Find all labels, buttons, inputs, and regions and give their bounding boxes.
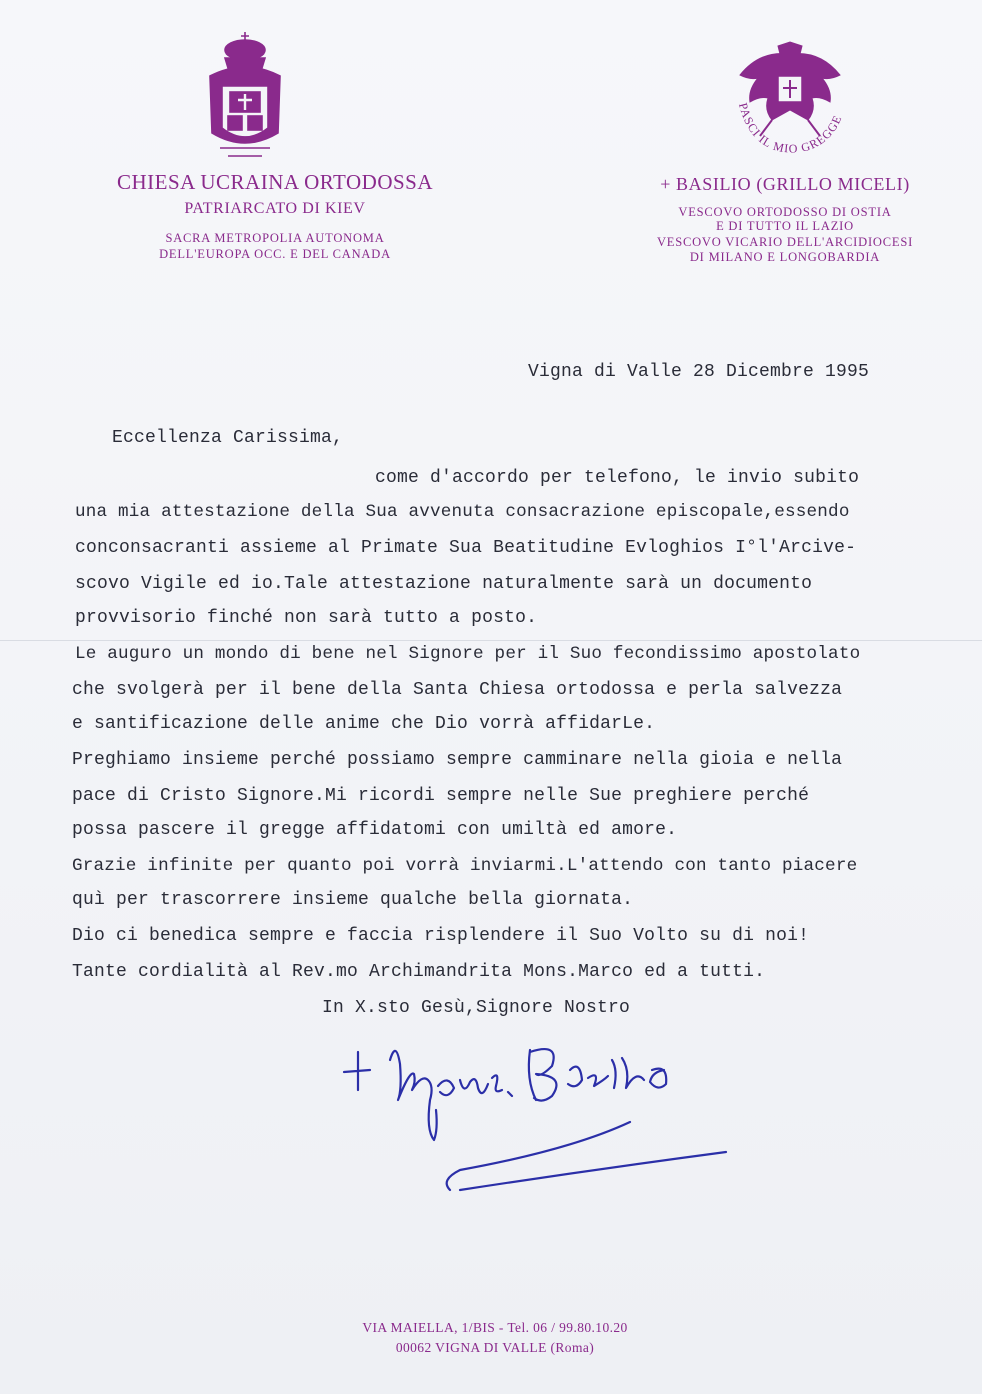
- body-line: che svolgerà per il bene della Santa Chiesa ortodossa e perla salvezza: [72, 680, 843, 700]
- body-line: una mia attestazione della Sua avvenuta consacrazione episcopale,essendo: [75, 502, 850, 522]
- address-line: VIA MAIELLA, 1/BIS - Tel. 06 / 99.80.10.20: [362, 1320, 628, 1335]
- body-line: Grazie infinite per quanto poi vorrà inviarmi.L'attendo con tanto piacere: [72, 856, 858, 876]
- body-line: Dio ci benedica sempre e faccia risplendere il Suo Volto su di noi!: [72, 926, 810, 946]
- body-line: scovo Vigile ed io.Tale attestazione naturalmente sarà un documento: [75, 574, 813, 594]
- body-line: conconsacranti assieme al Primate Sua Beatitudine Evloghios I°l'Arcive-: [75, 538, 857, 558]
- body-line: possa pascere il gregge affidatomi con umiltà ed amore.: [72, 820, 678, 840]
- body-line: come d'accordo per telefono, le invio subito: [375, 468, 860, 488]
- metropolia-line: SACRA METROPOLIA AUTONOMA: [165, 231, 385, 245]
- eagle-crest-icon: [720, 40, 860, 160]
- closing-line: In X.sto Gesù,Signore Nostro: [322, 998, 631, 1018]
- church-title: CHIESA UCRAINA ORTODOSSA: [116, 170, 434, 194]
- letter-date: Vigna di Valle 28 Dicembre 1995: [528, 362, 870, 382]
- body-line: Preghiamo insieme perché possiamo sempre camminare nella gioia e nella: [72, 750, 843, 770]
- body-line: pace di Cristo Signore.Mi ricordi sempre nelle Sue preghiere perché: [72, 786, 810, 806]
- europe-canada-line: DELL'EUROPA OCC. E DEL CANADA: [159, 247, 391, 261]
- salutation: Eccellenza Carissima,: [112, 428, 344, 448]
- church-subtitle: PATRIARCATO DI KIEV: [184, 200, 366, 217]
- bishop-title-line1: VESCOVO ORTODOSSO DI OSTIA: [678, 205, 892, 219]
- body-line: e santificazione delle anime che Dio vorrà affidarLe.: [72, 714, 656, 734]
- bishop-title-line2: E DI TUTTO IL LAZIO: [716, 219, 854, 233]
- motto-text: PASCI IL MIO GREGGE: [735, 101, 845, 156]
- handwritten-signature: [330, 1030, 750, 1220]
- body-line: Le auguro un mondo di bene nel Signore per il Suo fecondissimo apostolato: [75, 644, 861, 664]
- bishop-name: + BASILIO (GRILLO MICELI): [660, 174, 910, 194]
- paper-fold: [0, 640, 982, 641]
- bishop-title-line4: DI MILANO E LONGOBARDIA: [689, 250, 881, 264]
- body-line: quì per trascorrere insieme qualche bella giornata.: [72, 890, 634, 910]
- body-line: Tante cordialità al Rev.mo Archimandrita Mons.Marco ed a tutti.: [72, 962, 766, 982]
- bishop-title-line3: VESCOVO VICARIO DELL'ARCIDIOCESI: [656, 235, 914, 249]
- church-crest-icon: [200, 28, 290, 163]
- body-line: provvisorio finché non sarà tutto a posto.: [75, 608, 538, 628]
- postal-line: 00062 VIGNA DI VALLE (Roma): [395, 1340, 595, 1355]
